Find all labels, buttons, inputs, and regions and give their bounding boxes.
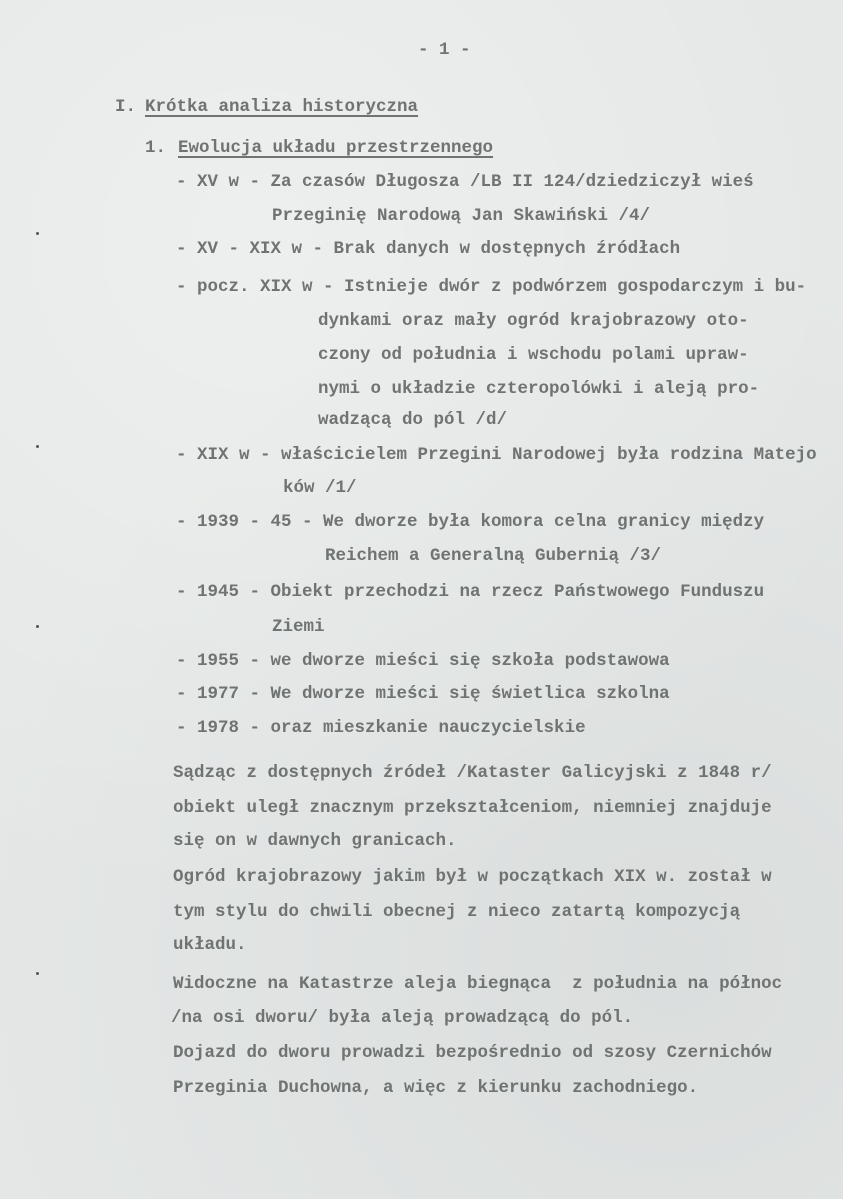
paragraph-line: obiekt uległ znacznym przekształceniom, niemniej znajduje	[173, 798, 772, 818]
timeline-line: - 1955 - we dworze mieści się szkoła podstawowa	[176, 651, 670, 671]
timeline-line: ków /1/	[283, 478, 357, 498]
timeline-line: - 1939 - 45 - We dworze była komora celna granicy między	[176, 512, 765, 532]
timeline-line: Przeginię Narodową Jan Skawiński /4/	[272, 206, 651, 226]
paragraph-line: Sądząc z dostępnych źródeł /Kataster Galicyjski z 1848 r/	[173, 763, 772, 783]
paragraph-line: Widoczne na Katastrze aleja biegnąca z południa na północ	[173, 974, 783, 994]
timeline-line: - XV w - Za czasów Długosza /LB II 124/dziedziczył wieś	[176, 172, 754, 192]
timeline-line: Ziemi	[272, 617, 325, 637]
subsection-title: Ewolucja układu przestrzennego	[178, 138, 494, 158]
timeline-line: - 1978 - oraz mieszkanie nauczycielskie	[176, 718, 586, 738]
paragraph-line: układu.	[173, 935, 247, 955]
paper-speck	[36, 625, 39, 628]
timeline-line: czony od południa i wschodu polami upraw-	[318, 345, 749, 365]
paragraph-line: się on w dawnych granicach.	[173, 831, 457, 851]
timeline-line: - XIX w - właścicielem Przegini Narodowej była rodzina Matejo	[176, 445, 817, 465]
timeline-line: - 1977 - We dworze mieści się świetlica szkolna	[176, 684, 670, 704]
timeline-line: - pocz. XIX w - Istnieje dwór z podwórzem gospodarczym i bu-	[176, 277, 807, 297]
timeline-line: wadzącą do pól /d/	[318, 410, 508, 430]
paper-speck	[36, 445, 39, 448]
paragraph-line: tym stylu do chwili obecnej z nieco zatartą kompozycją	[173, 902, 741, 922]
timeline-line: Reichem a Generalną Gubernią /3/	[325, 546, 662, 566]
paper-speck	[36, 232, 39, 235]
paragraph-line: Przeginia Duchowna, a więc z kierunku zachodniego.	[173, 1078, 699, 1098]
timeline-line: nymi o układzie czteropolówki i aleją pro-	[318, 379, 760, 399]
paragraph-line: Dojazd do dworu prowadzi bezpośrednio od szosy Czernichów	[173, 1043, 772, 1063]
paragraph-line: /na osi dworu/ była aleją prowadzącą do pól.	[171, 1008, 634, 1028]
section-title: Krótka analiza historyczna	[145, 97, 419, 117]
timeline-line: - 1945 - Obiekt przechodzi na rzecz Państwowego Funduszu	[176, 582, 765, 602]
page-number: - 1 -	[418, 40, 471, 60]
subsection-number: 1.	[145, 138, 167, 158]
timeline-line: - XV - XIX w - Brak danych w dostępnych źródłach	[176, 239, 681, 259]
timeline-line: dynkami oraz mały ogród krajobrazowy oto-	[318, 311, 749, 331]
section-number: I.	[115, 97, 137, 117]
paper-speck	[36, 972, 39, 975]
paragraph-line: Ogród krajobrazowy jakim był w początkach XIX w. został w	[173, 867, 772, 887]
